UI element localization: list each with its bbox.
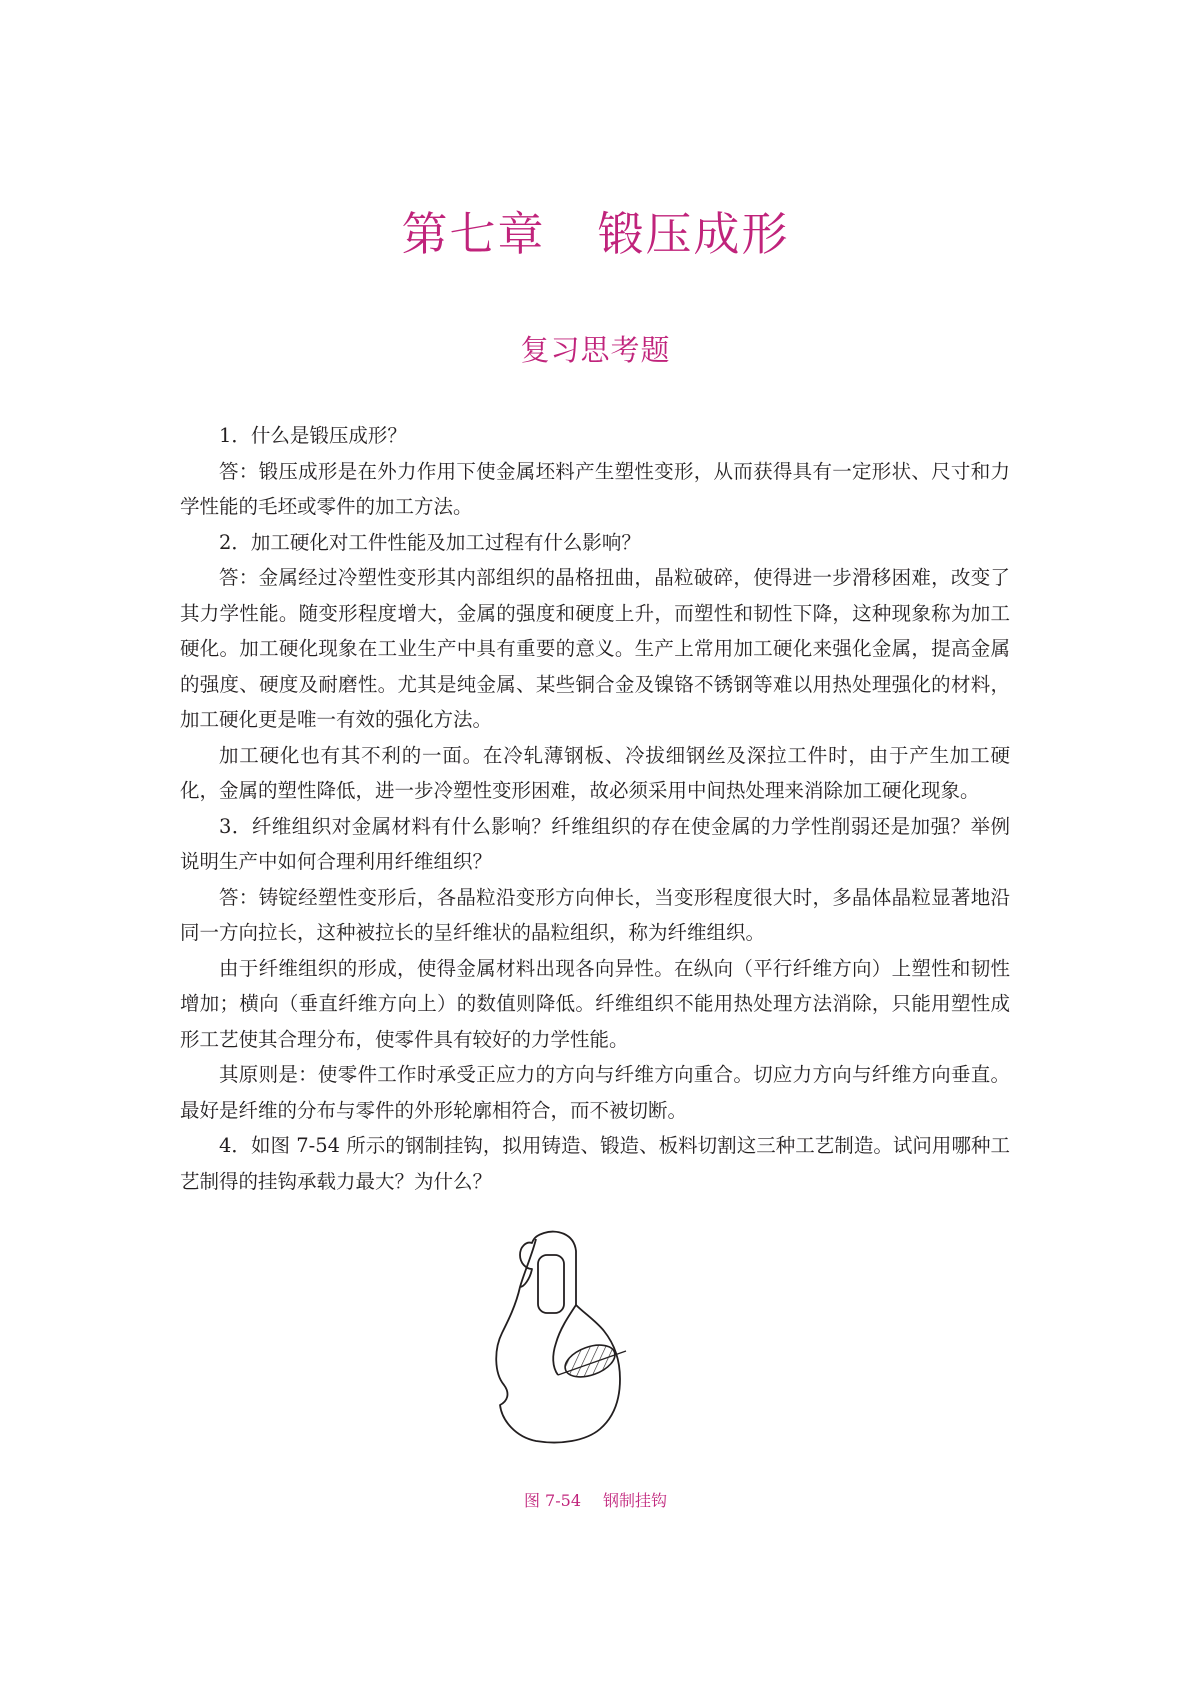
steel-hook-figure [460, 1225, 730, 1465]
question-3: 3．纤维组织对金属材料有什么影响？纤维组织的存在使金属的力学性削弱还是加强？举例说明生产中如何合理利用纤维组织？ [180, 814, 1010, 873]
answer-3-principle: 其原则是：使零件工作时承受正应力的方向与纤维方向重合。切应力方向与纤维方向垂直。最好是纤维的分布与零件的外形轮廓相符合，而不被切断。 [180, 1063, 1010, 1122]
answer-2: 答：金属经过冷塑性变形其内部组织的晶格扭曲，晶粒破碎，使得进一步滑移困难，改变了其力学性能。随变形程度增大，金属的强度和硬度上升，而塑性和韧性下降，这种现象称为加工硬化。加工硬化现象在工业生产中具有重要的意义。生产上常用加工硬化来强化金属，提高金属的强度、硬度及耐磨性。尤其是纯金属、某些铜合金及镍铬不锈钢等难以用热处理强化的材料，加工硬化更是唯一有效的强化方法。 [180, 566, 1010, 731]
figure-caption [0, 1488, 1191, 1511]
answer-3: 答：铸锭经塑性变形后，各晶粒沿变形方向伸长，当变形程度很大时，多晶体晶粒显著地沿同一方向拉长，这种被拉长的呈纤维状的晶粒组织，称为纤维组织。 [180, 885, 1010, 944]
figure-number: 图 7-54 [523, 1491, 582, 1510]
question-4: 4．如图 7-54 所示的钢制挂钩，拟用铸造、锻造、板料切割这三种工艺制造。试问用哪种工艺制得的挂钩承载力最大？为什么？ [180, 1134, 1010, 1193]
question-2: 2．加工硬化对工件性能及加工过程有什么影响？ [219, 530, 641, 554]
body-text [180, 418, 1010, 1199]
section-title: 复习思考题 [520, 333, 671, 367]
chapter-title [0, 198, 1191, 264]
answer-1: 答：锻压成形是在外力作用下使金属坯料产生塑性变形，从而获得具有一定形状、尺寸和力学性能的毛坯或零件的加工方法。 [180, 459, 1010, 518]
question-1: 1．什么是锻压成形？ [219, 424, 407, 447]
answer-2-continued: 加工硬化也有其不利的一面。在冷轧薄钢板、冷拔细钢丝及深拉工件时，由于产生加工硬化，金属的塑性降低，进一步冷塑性变形困难，故必须采用中间热处理来消除加工硬化现象。 [180, 743, 1010, 802]
figure-caption-text: 钢制挂钩 [603, 1491, 668, 1510]
chapter-name: 锻压成形 [597, 207, 790, 261]
chapter-label: 第七章 [401, 207, 546, 261]
hook-section-hatched [561, 1339, 619, 1383]
answer-3-continued: 由于纤维组织的形成，使得金属材料出现各向异性。在纵向（平行纤维方向）上塑性和韧性增加；横向（垂直纤维方向上）的数值则降低。纤维组织不能用热处理方法消除，只能用塑性成形工艺使其合理分布，使零件具有较好的力学性能。 [180, 956, 1010, 1051]
hook-eye [538, 1255, 564, 1313]
